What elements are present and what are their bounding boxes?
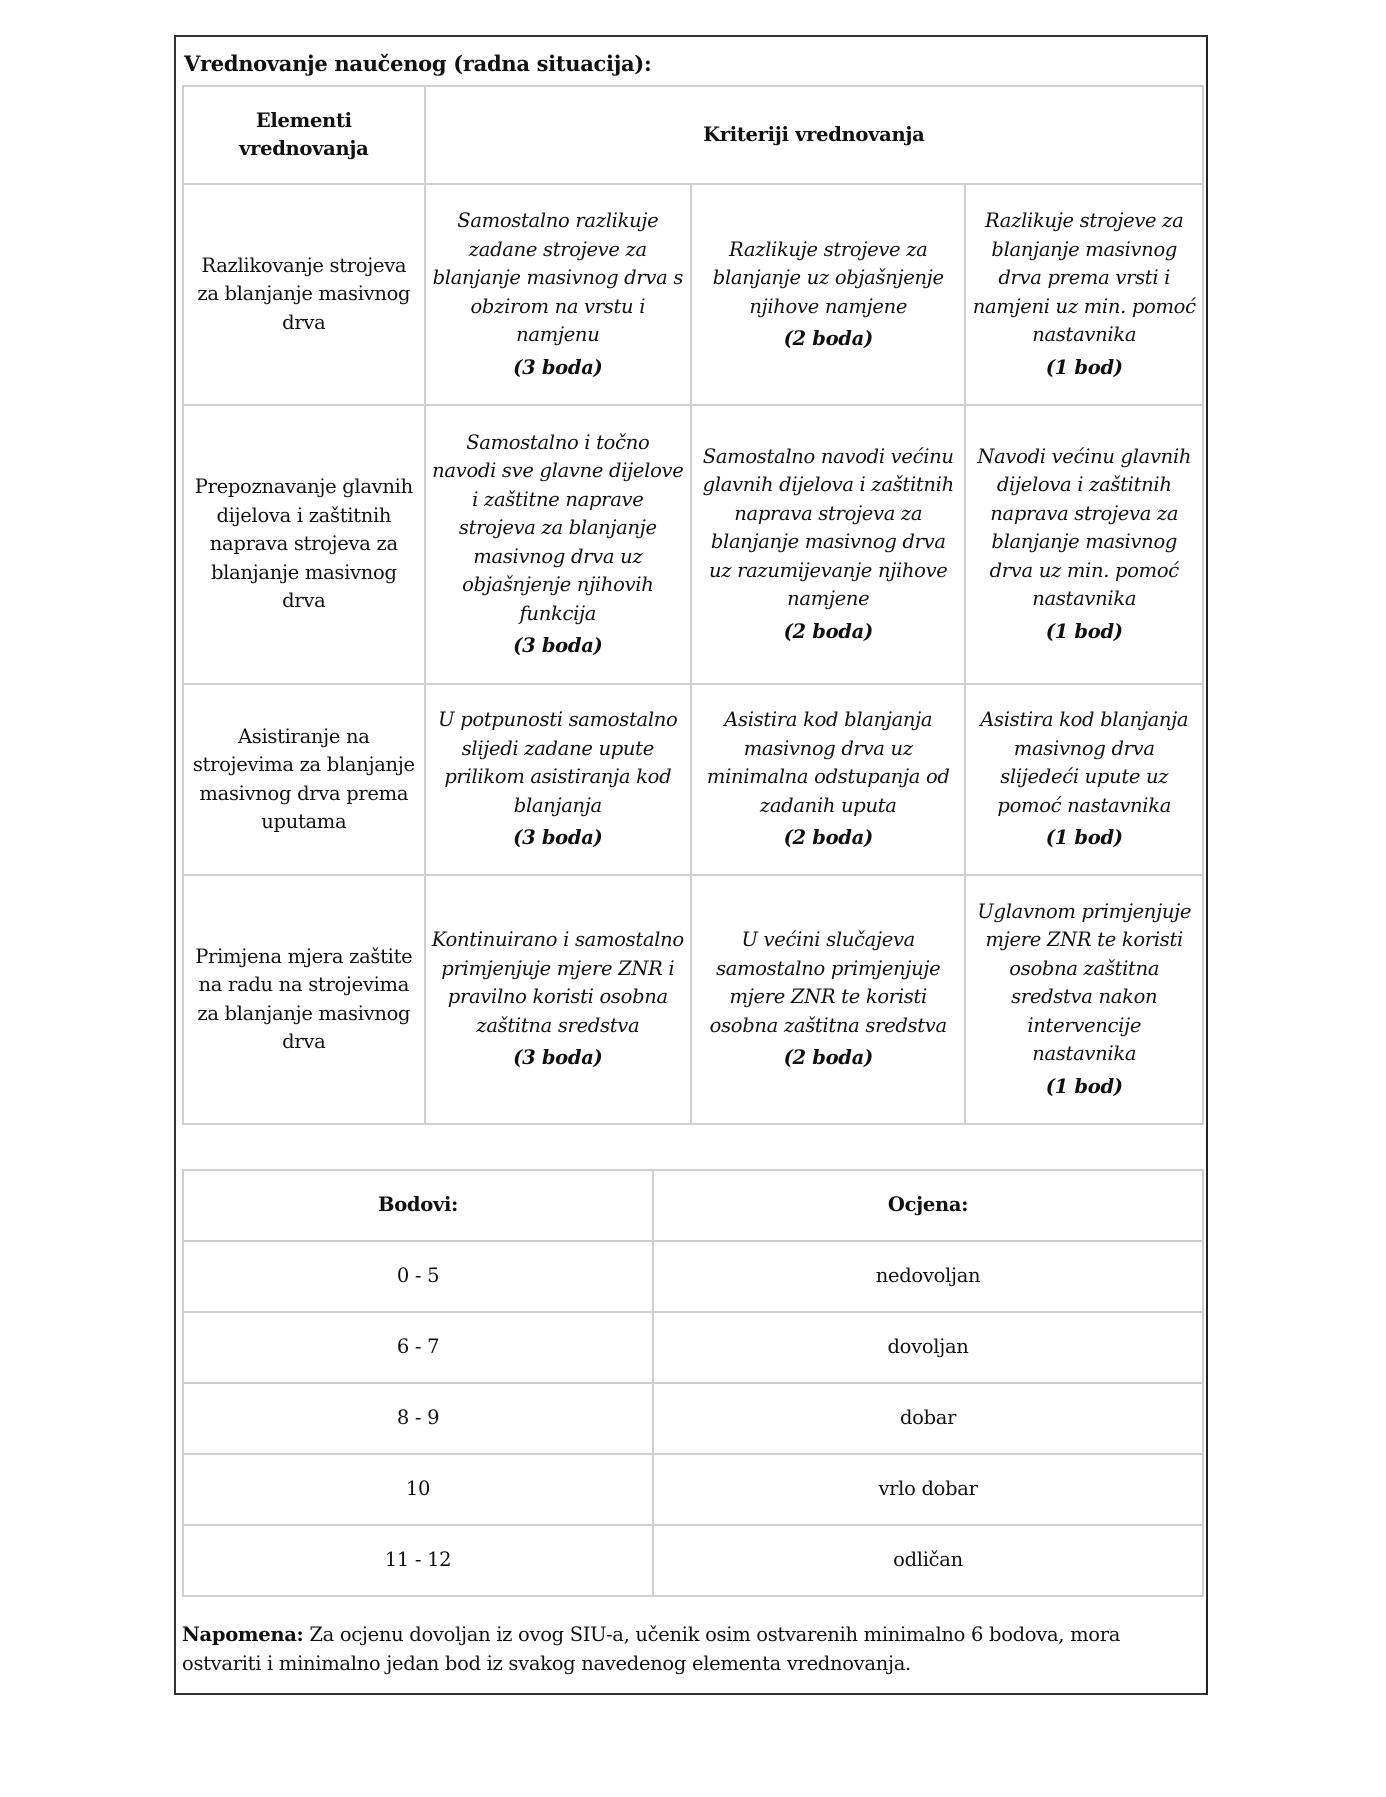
points-label: (3 boda) — [513, 355, 603, 379]
points-label: (1 bod) — [1045, 826, 1123, 850]
level-text: Kontinuirano i samostalno primjenjuje mjere ZNR i pravilno koristi osobna zaštitna sredstva — [431, 928, 684, 1037]
points-range: 6 - 7 — [183, 1312, 653, 1383]
grade-value: nedovoljan — [653, 1241, 1203, 1312]
table-row — [183, 684, 1203, 875]
evaluation-section — [174, 35, 1208, 1695]
note-label: Napomena: — [182, 1623, 304, 1646]
header-points: Bodovi: — [183, 1170, 653, 1241]
criteria-header-row — [183, 86, 1203, 184]
grade-value: dobar — [653, 1383, 1203, 1454]
table-row — [183, 184, 1203, 405]
points-range: 10 — [183, 1454, 653, 1525]
points-label: (2 boda) — [783, 327, 873, 350]
level-cell — [691, 405, 965, 684]
header-grade: Ocjena: — [653, 1170, 1203, 1241]
level-text: U potpunosti samostalno slijedi zadane upute prilikom asistiranja kod blanjanja — [438, 708, 678, 817]
table-row — [183, 875, 1203, 1124]
level-text: Razlikuje strojeve za blanjanje uz objašnjenje njihove namjene — [712, 237, 944, 318]
level-cell — [965, 184, 1203, 405]
points-label: (2 boda) — [783, 1046, 873, 1070]
element-cell: Primjena mjera zaštite na radu na strojevima za blanjanje masivnog drva — [183, 875, 425, 1124]
points-range: 0 - 5 — [183, 1241, 653, 1312]
grade-value: vrlo dobar — [653, 1454, 1203, 1525]
table-row — [183, 405, 1203, 684]
grade-value: dovoljan — [653, 1312, 1203, 1383]
level-cell — [425, 184, 691, 405]
section-title: Vrednovanje naučenog (radna situacija): — [184, 51, 652, 76]
criteria-table — [182, 85, 1204, 1125]
table-row — [183, 1525, 1203, 1596]
grades-table — [182, 1169, 1204, 1597]
level-text: Navodi većinu glavnih dijelova i zaštitnih naprava strojeva za blanjanje masivnog drva uz min. pomoć nastavnika — [977, 444, 1192, 611]
points-range: 8 - 9 — [183, 1383, 653, 1454]
grades-header-row — [183, 1170, 1203, 1241]
points-label: (1 bod) — [1045, 1074, 1123, 1098]
level-text: Uglavnom primjenjuje mjere ZNR te koristi osobna zaštitna sredstva nakon intervencije nastavnika — [977, 899, 1192, 1066]
table-row — [183, 1312, 1203, 1383]
points-label: (1 bod) — [1045, 619, 1123, 643]
table-row — [183, 1454, 1203, 1525]
level-text: Samostalno navodi većinu glavnih dijelova i zaštitnih naprava strojeva za blanjanje masivnog drva uz razumijevanje njihove namjene — [702, 444, 954, 611]
table-row — [183, 1383, 1203, 1454]
element-cell: Razlikovanje strojeva za blanjanje masivnog drva — [183, 184, 425, 405]
level-cell — [691, 875, 965, 1124]
points-label: (1 bod) — [1045, 355, 1123, 379]
level-cell — [965, 875, 1203, 1124]
level-cell — [425, 405, 691, 684]
level-text: Asistira kod blanjanja masivnog drva uz minimalna odstupanja od zadanih uputa — [706, 708, 950, 817]
level-cell — [965, 684, 1203, 875]
level-text: Samostalno razlikuje zadane strojeve za blanjanje masivnog drva s obzirom na vrstu i namjenu — [432, 209, 684, 346]
points-range: 11 - 12 — [183, 1525, 653, 1596]
level-cell — [691, 684, 965, 875]
level-cell — [691, 184, 965, 405]
header-elements: Elementi vrednovanja — [183, 86, 425, 184]
points-label: (3 boda) — [513, 634, 603, 657]
level-text: Razlikuje strojeve za blanjanje masivnog drva prema vrsti i namjeni uz min. pomoć nastavnika — [972, 209, 1196, 346]
points-label: (3 boda) — [513, 826, 603, 850]
level-text: U većini slučajeva samostalno primjenjuje mjere ZNR te koristi osobna zaštitna sredstva — [709, 928, 947, 1037]
points-label: (3 boda) — [513, 1046, 603, 1070]
level-text: Samostalno i točno navodi sve glavne dijelove i zaštitne naprave strojeva za blanjanje masivnog drva uz objašnjenje njihovih funkcija — [432, 430, 684, 625]
level-text: Asistira kod blanjanja masivnog drva slijedeći upute uz pomoć nastavnika — [980, 708, 1189, 817]
level-cell — [965, 405, 1203, 684]
note — [182, 1620, 1192, 1678]
points-label: (2 boda) — [783, 826, 873, 850]
element-cell: Asistiranje na strojevima za blanjanje masivnog drva prema uputama — [183, 684, 425, 875]
level-cell — [425, 684, 691, 875]
table-row — [183, 1241, 1203, 1312]
level-cell — [425, 875, 691, 1124]
header-criteria: Kriteriji vrednovanja — [425, 86, 1203, 184]
points-label: (2 boda) — [783, 619, 873, 643]
element-cell: Prepoznavanje glavnih dijelova i zaštitnih naprava strojeva za blanjanje masivnog drva — [183, 405, 425, 684]
note-text: Za ocjenu dovoljan iz ovog SIU-a, učenik osim ostvarenih minimalno 6 bodova, mora ostvariti i minimalno jedan bod iz svakog navedenog elementa vrednovanja. — [182, 1623, 1121, 1675]
grade-value: odličan — [653, 1525, 1203, 1596]
